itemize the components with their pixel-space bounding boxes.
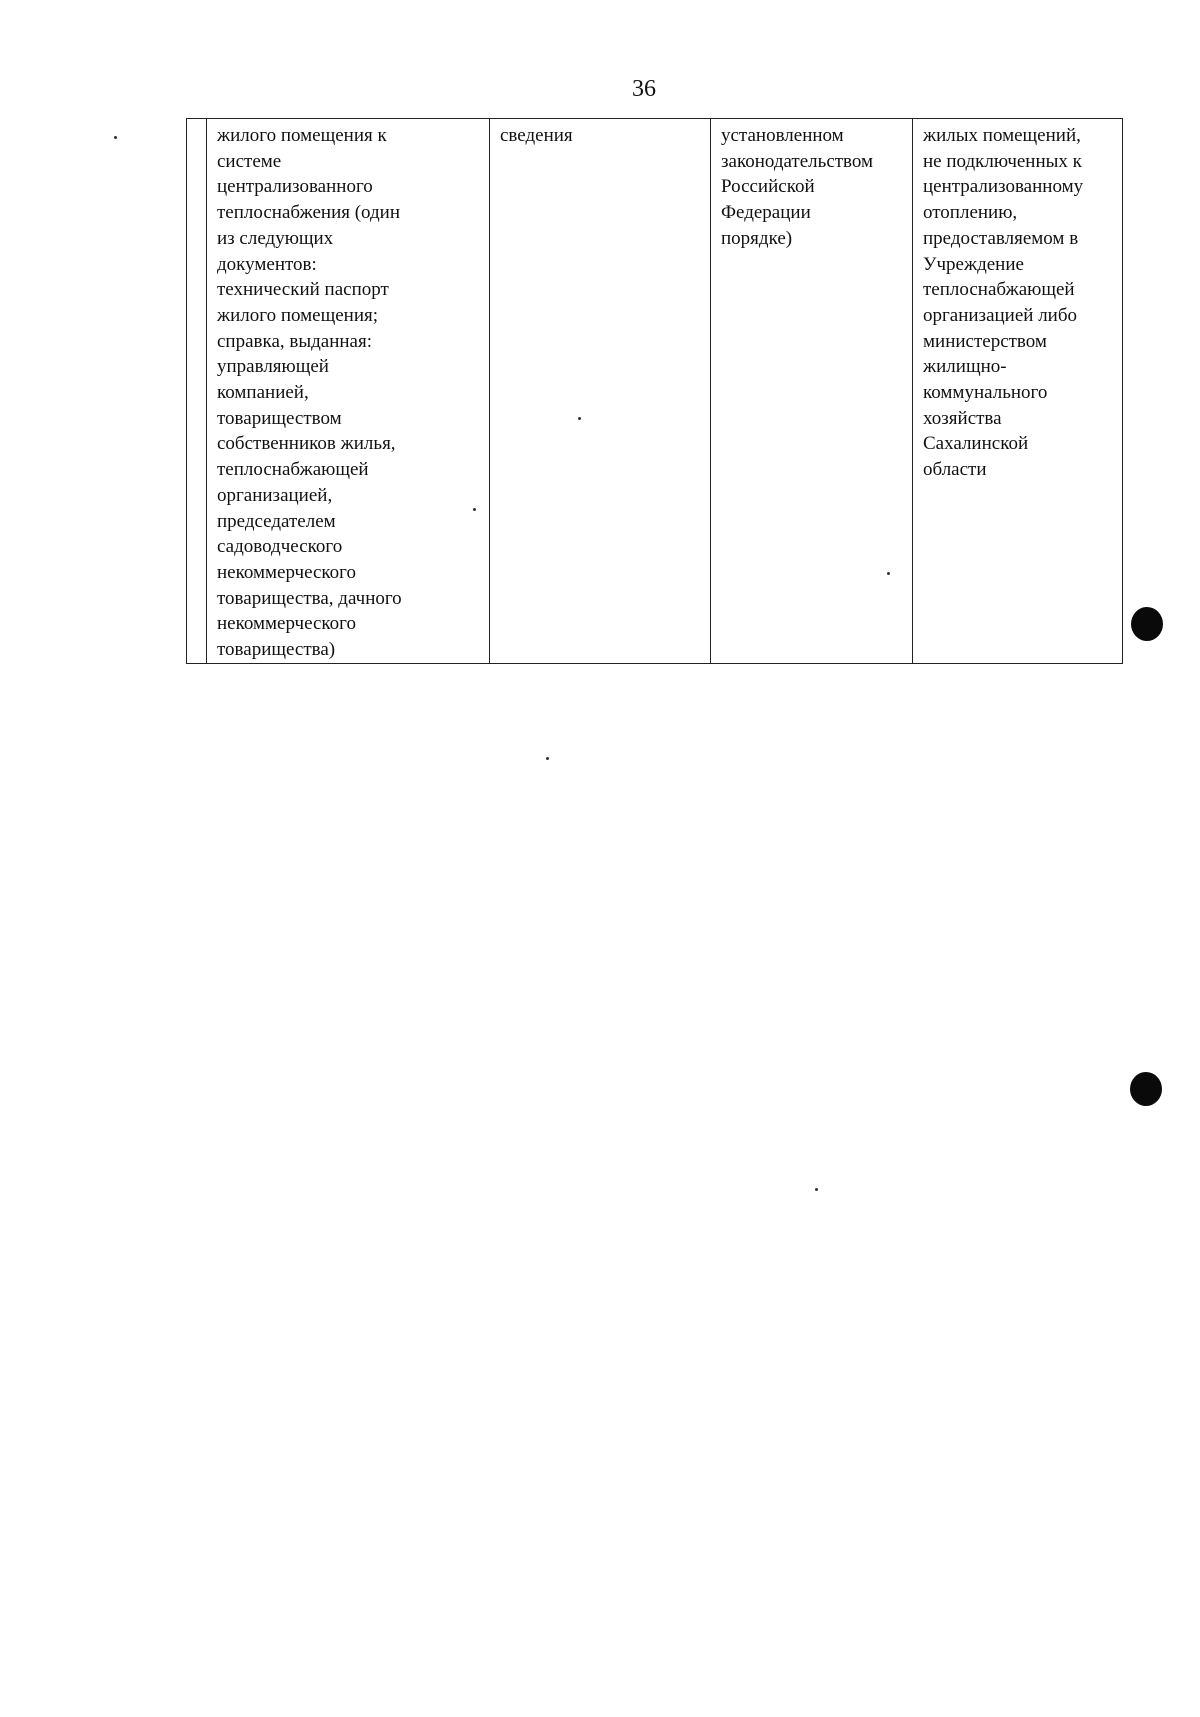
table-cell-procedure	[711, 119, 913, 664]
page-number: 36	[632, 76, 656, 102]
scan-speck	[546, 757, 549, 760]
scan-speck	[887, 572, 890, 575]
table-cell-notes	[913, 119, 1123, 664]
scan-speck	[815, 1188, 818, 1191]
table-row	[187, 119, 1123, 664]
punch-hole	[1130, 1072, 1162, 1106]
table-cell-information	[490, 119, 711, 664]
cell-text: жилых помещений, не подключенных к централизованному отоплению, предоставляемом в Учреждение теплоснабжающей организацией либо министерством жилищно- коммунального хозяйства Сахалинской области	[923, 125, 1084, 481]
cell-text: сведения	[500, 125, 573, 146]
cell-text: установленном законодательством Российской Федерации порядке)	[721, 125, 874, 249]
punch-hole	[1131, 607, 1163, 641]
document-table	[186, 118, 1123, 664]
scan-speck	[578, 417, 581, 420]
table-cell-number	[187, 119, 207, 664]
cell-text: жилого помещения к системе централизованного теплоснабжения (один из следующих документов: технический паспорт жилого помещения; справка, выданная: управляющей компанией, товариществом собственников жилья, теплоснабжающей организацией, председателем садоводческого некоммерческого товарищества, дачного некоммерческого товарищества)	[217, 125, 402, 661]
scan-speck	[473, 508, 476, 511]
scan-speck	[114, 136, 117, 139]
table-cell-documents	[207, 119, 490, 664]
